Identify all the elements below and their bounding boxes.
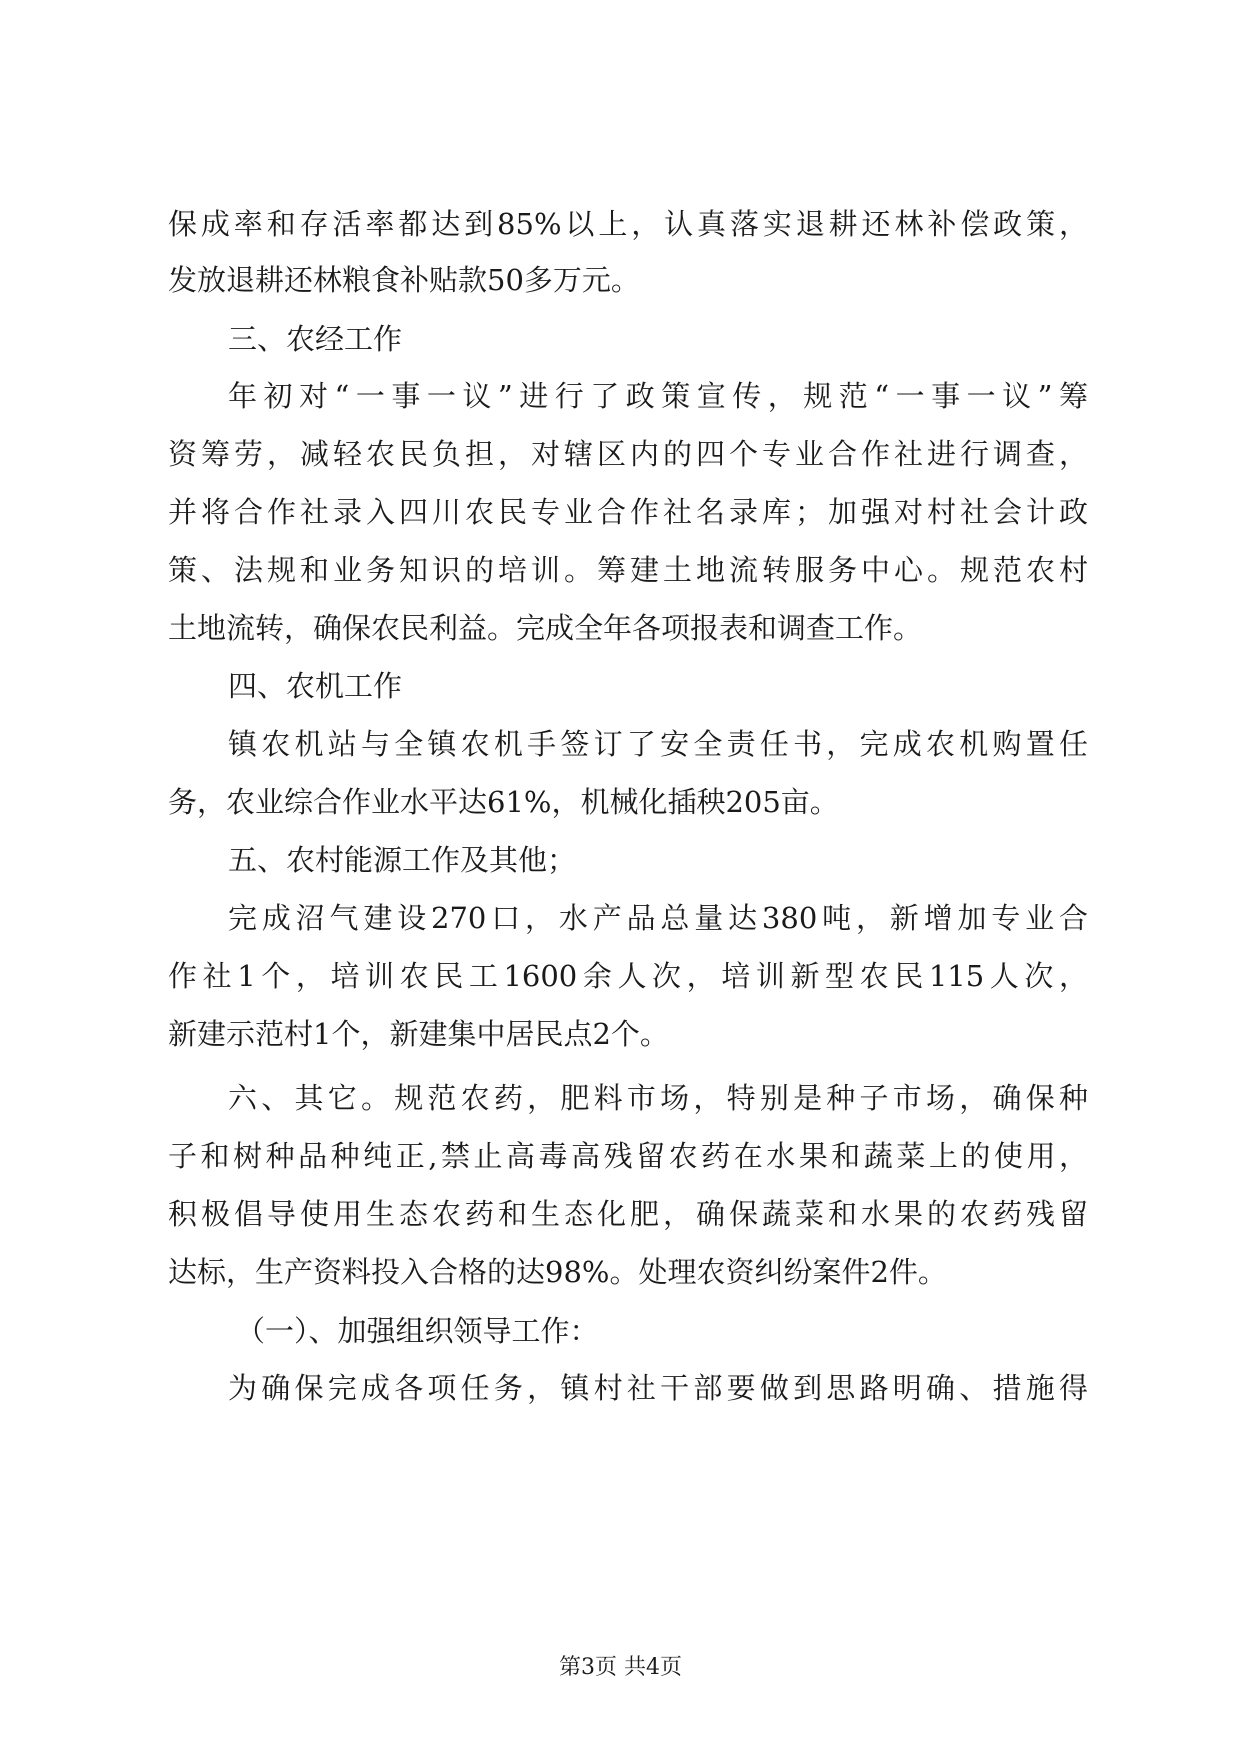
body-text-line: 发放退耕还林粮食补贴款50多万元。 [168,263,640,297]
body-text-line: 土地流转，确保农民利益。完成全年各项报表和调查工作。 [168,611,923,645]
body-text-line: 保成率和存活率都达到85%以上，认真落实退耕还林补偿政策， [168,207,1088,241]
subsection-heading: （一）、加强组织领导工作： [236,1314,599,1348]
body-text-line: 为确保完成各项任务，镇村社干部要做到思路明确、措施得 [228,1371,1088,1405]
section-heading: 四、农机工作 [228,669,403,703]
body-text-line: 作社1个，培训农民工1600余人次，培训新型农民115人次， [168,959,1088,993]
body-text-line: 资筹劳，减轻农民负担，对辖区内的四个专业合作社进行调查， [168,437,1088,471]
section-heading: 五、农村能源工作及其他； [228,843,577,877]
body-text-line: 积极倡导使用生态农药和生态化肥，确保蔬菜和水果的农药残留 [168,1197,1088,1231]
page-number-footer: 第3页 共4页 [559,1655,682,1680]
body-text-line: 六、其它。规范农药，肥料市场，特别是种子市场，确保种 [228,1081,1088,1115]
body-text-line: 并将合作社录入四川农民专业合作社名录库；加强对村社会计政 [168,495,1088,529]
body-text-line: 务，农业综合作业水平达61%，机械化插秧205亩。 [168,785,839,819]
section-heading: 三、农经工作 [228,322,403,356]
body-text-line: 子和树种品种纯正,禁止高毒高残留农药在水果和蔬菜上的使用， [168,1139,1088,1173]
body-text-line: 策、法规和业务知识的培训。筹建土地流转服务中心。规范农村 [168,553,1088,587]
body-text-line: 镇农机站与全镇农机手签订了安全责任书，完成农机购置任 [228,727,1088,761]
body-text-line: 完成沼气建设270口，水产品总量达380吨，新增加专业合 [228,901,1088,935]
body-text-line: 达标，生产资料投入合格的达98%。处理农资纠纷案件2件。 [168,1255,947,1289]
body-text-line: 年初对“一事一议”进行了政策宣传，规范“一事一议”筹 [228,379,1088,413]
body-text-line: 新建示范村1个，新建集中居民点2个。 [168,1017,669,1051]
